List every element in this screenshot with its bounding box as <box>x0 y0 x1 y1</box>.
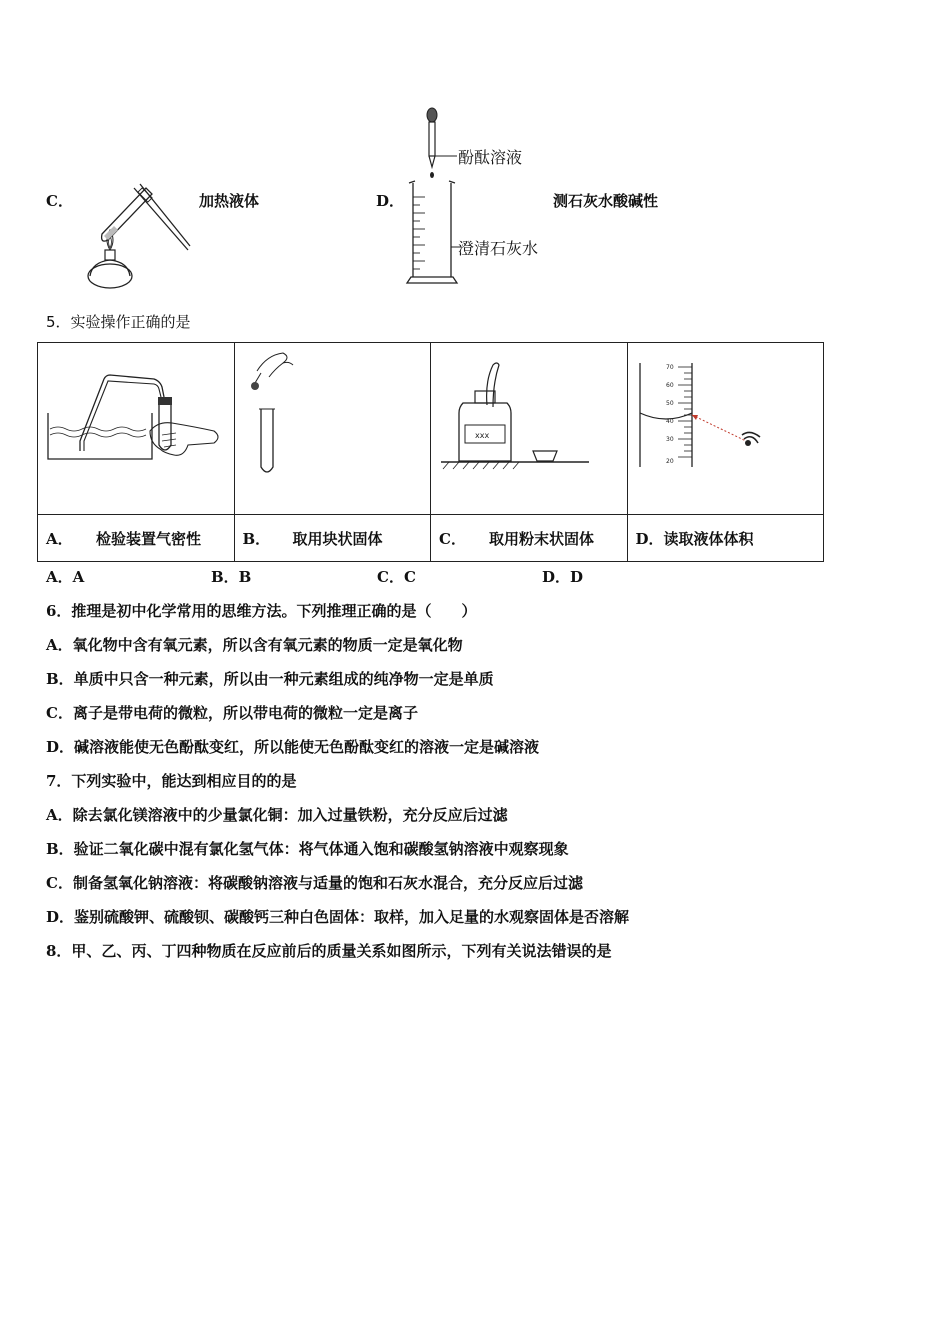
caption-a-letter: A． <box>46 529 73 548</box>
q7-question: 7．下列实验中，能达到相应目的的是 <box>46 772 297 790</box>
caption-a-text: 检验装置气密性 <box>96 529 202 548</box>
q5-caption-d <box>627 515 824 562</box>
q8-question: 8．甲、乙、丙、丁四种物质在反应前后的质量关系如图所示，下列有关说法错误的是 <box>46 942 612 960</box>
caption-d-text: 读取液体体积 <box>663 529 754 548</box>
option-d-letter: D． <box>376 192 405 210</box>
phenolphthalein-label: 酚酞溶液 <box>458 148 523 167</box>
q5-answer-d: D．D <box>542 568 584 586</box>
q7-option-d: D．鉴别硫酸钾、硫酸钡、碳酸钙三种白色固体：取样，加入足量的水观察固体是否溶解 <box>46 908 630 926</box>
block-solid-illustration <box>243 349 323 479</box>
option-c-text: 加热液体 <box>199 192 260 210</box>
caption-d-letter: D． <box>635 529 664 548</box>
q5-options-table <box>37 342 824 562</box>
tick-label-70: 70 <box>665 364 674 371</box>
q7-option-a: A．除去氯化镁溶液中的少量氯化铜：加入过量铁粉，充分反应后过滤 <box>46 806 508 824</box>
q5-caption-c <box>431 515 628 562</box>
caption-c-letter: C． <box>439 529 466 548</box>
q5-answer-b: B．B <box>211 568 252 586</box>
caption-b-letter: B． <box>242 529 271 548</box>
q5-image-b <box>234 343 431 515</box>
q5-caption-b <box>234 515 431 562</box>
q6-question: 6．推理是初中化学常用的思维方法。下列推理正确的是（ ） <box>46 602 477 620</box>
q5-image-c <box>431 343 628 515</box>
q6-option-c: C．离子是带电荷的微粒，所以带电荷的微粒一定是离子 <box>46 704 418 722</box>
caption-c-text: 取用粉末状固体 <box>489 529 595 548</box>
tick-label-50: 50 <box>665 400 674 407</box>
q7-option-c: C．制备氢氧化钠溶液：将碳酸钠溶液与适量的饱和石灰水混合，充分反应后过滤 <box>46 874 583 892</box>
q5-image-a <box>38 343 235 515</box>
q6-option-b: B．单质中只含一种元素，所以由一种元素组成的纯净物一定是单质 <box>46 670 494 688</box>
q5-question: 5．实验操作正确的是 <box>46 313 191 331</box>
read-volume-illustration <box>634 363 774 475</box>
q7-option-b: B．验证二氧化碳中混有氯化氢气体：将气体通入饱和碳酸氢钠溶液中观察现象 <box>46 840 569 858</box>
option-d-text: 测石灰水酸碱性 <box>553 192 659 210</box>
q5-answer-c: C．C <box>377 568 416 586</box>
heating-liquid-illustration <box>78 178 193 293</box>
q6-option-a: A．氧化物中含有氧元素，所以含有氧元素的物质一定是氧化物 <box>46 636 463 654</box>
caption-b-text: 取用块状固体 <box>292 529 383 548</box>
q5-caption-a <box>38 515 235 562</box>
tick-label-20: 20 <box>665 458 674 465</box>
q6-option-d: D．碱溶液能使无色酚酞变红，所以能使无色酚酞变红的溶液一定是碱溶液 <box>46 738 540 756</box>
tick-label-60: 60 <box>665 382 674 389</box>
limewater-label: 澄清石灰水 <box>458 239 539 258</box>
tick-label-30: 30 <box>665 436 674 443</box>
option-c-letter: C． <box>46 192 73 210</box>
bottle-label: xxx <box>475 431 490 440</box>
q5-answer-a: A．A <box>46 568 85 586</box>
airtightness-check-illustration <box>46 371 226 511</box>
powder-solid-illustration <box>439 361 619 471</box>
tick-label-40: 40 <box>665 418 674 425</box>
graduated-cylinder-dropper-illustration <box>405 105 465 290</box>
q5-image-d <box>627 343 824 515</box>
